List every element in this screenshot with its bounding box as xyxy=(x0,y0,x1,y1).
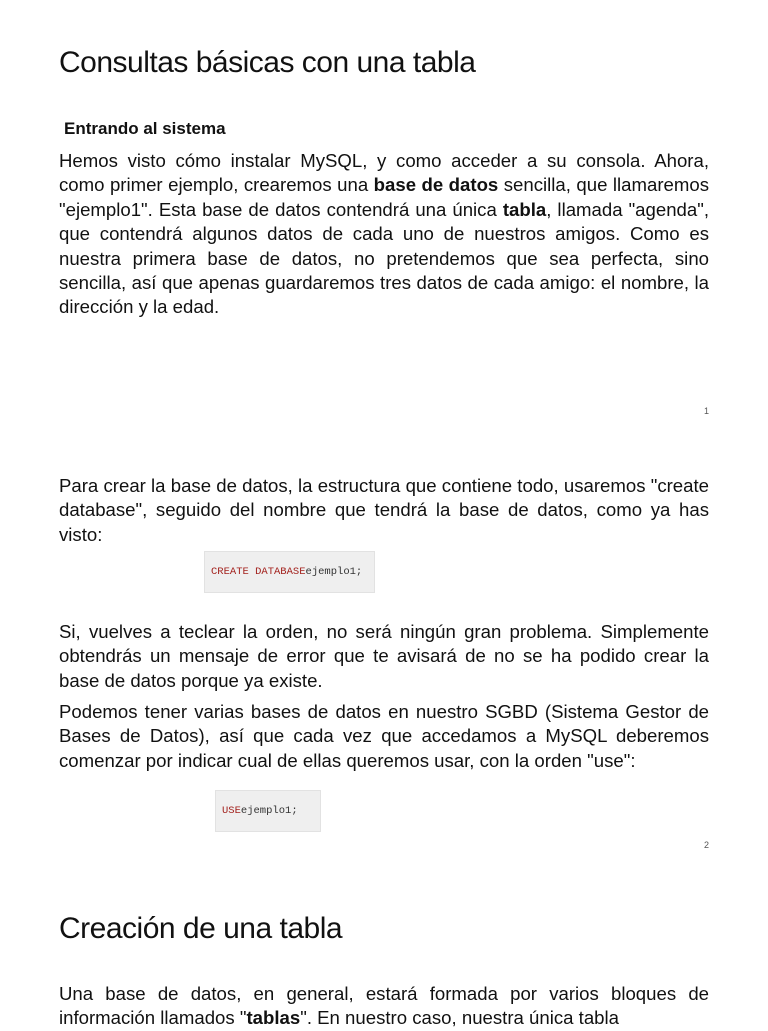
code-keyword: USE xyxy=(222,805,241,817)
slide2-paragraph-use: Podemos tener varias bases de datos en nuestro SGBD (Sistema Gestor de Bases de Datos), así que cada vez que accedamos a MySQL deberemos comenzar por indicar cual de ellas queremos usar, con la orden "use": xyxy=(59,701,709,771)
bold-term: tablas xyxy=(246,1007,301,1029)
slide1-title: Consultas básicas con una tabla xyxy=(59,46,476,79)
slide1-subtitle: Entrando al sistema xyxy=(64,119,226,138)
slide3-title: Creación de una tabla xyxy=(59,912,343,945)
slide1-paragraph xyxy=(59,149,709,320)
slide2-paragraph-create: Para crear la base de datos, la estructura que contiene todo, usaremos "create database", seguido del nombre que tendrá la base de datos, como ya has visto: xyxy=(59,475,709,545)
text-run: sencilla, que llamaremos "ejemplo1". Esta base de datos contendrá una única xyxy=(59,174,709,220)
slide2-paragraph-repeat: Si, vuelves a teclear la orden, no será ningún gran problema. Simplemente obtendrás un mensaje de error que te avisará de no se ha podido crear la base de datos porque ya existe. xyxy=(59,621,709,691)
code-create-database xyxy=(204,551,375,593)
page-number-1: 1 xyxy=(704,406,710,416)
code-text: ejemplo1; xyxy=(240,805,298,817)
code-keyword: CREATE DATABASE xyxy=(211,566,306,578)
text-run: ". En nuestro caso, nuestra única tabla xyxy=(300,1007,619,1029)
text-run: Hemos visto cómo instalar MySQL, y como acceder a su consola. Ahora, como primer ejemplo, crearemos una xyxy=(59,150,709,196)
text-run: Una base de datos, en general, estará formada por varios bloques de información llamados " xyxy=(59,983,709,1029)
bold-term: base de datos xyxy=(373,174,499,196)
page-number-2: 2 xyxy=(704,840,710,850)
code-use-database xyxy=(215,790,321,832)
bold-term: tabla xyxy=(502,198,547,220)
text-run: , llamada "agenda", que contendrá algunos datos de cada uno de nuestros amigos. Como es nuestra primera base de datos, no pretendemos que sea perfecta, sino sencilla, así que apenas guardaremos tres datos de cada amigo: el nombre, la dirección y la edad. xyxy=(59,198,709,318)
code-text: ejemplo1; xyxy=(305,566,363,578)
slide3-paragraph xyxy=(59,982,709,1031)
